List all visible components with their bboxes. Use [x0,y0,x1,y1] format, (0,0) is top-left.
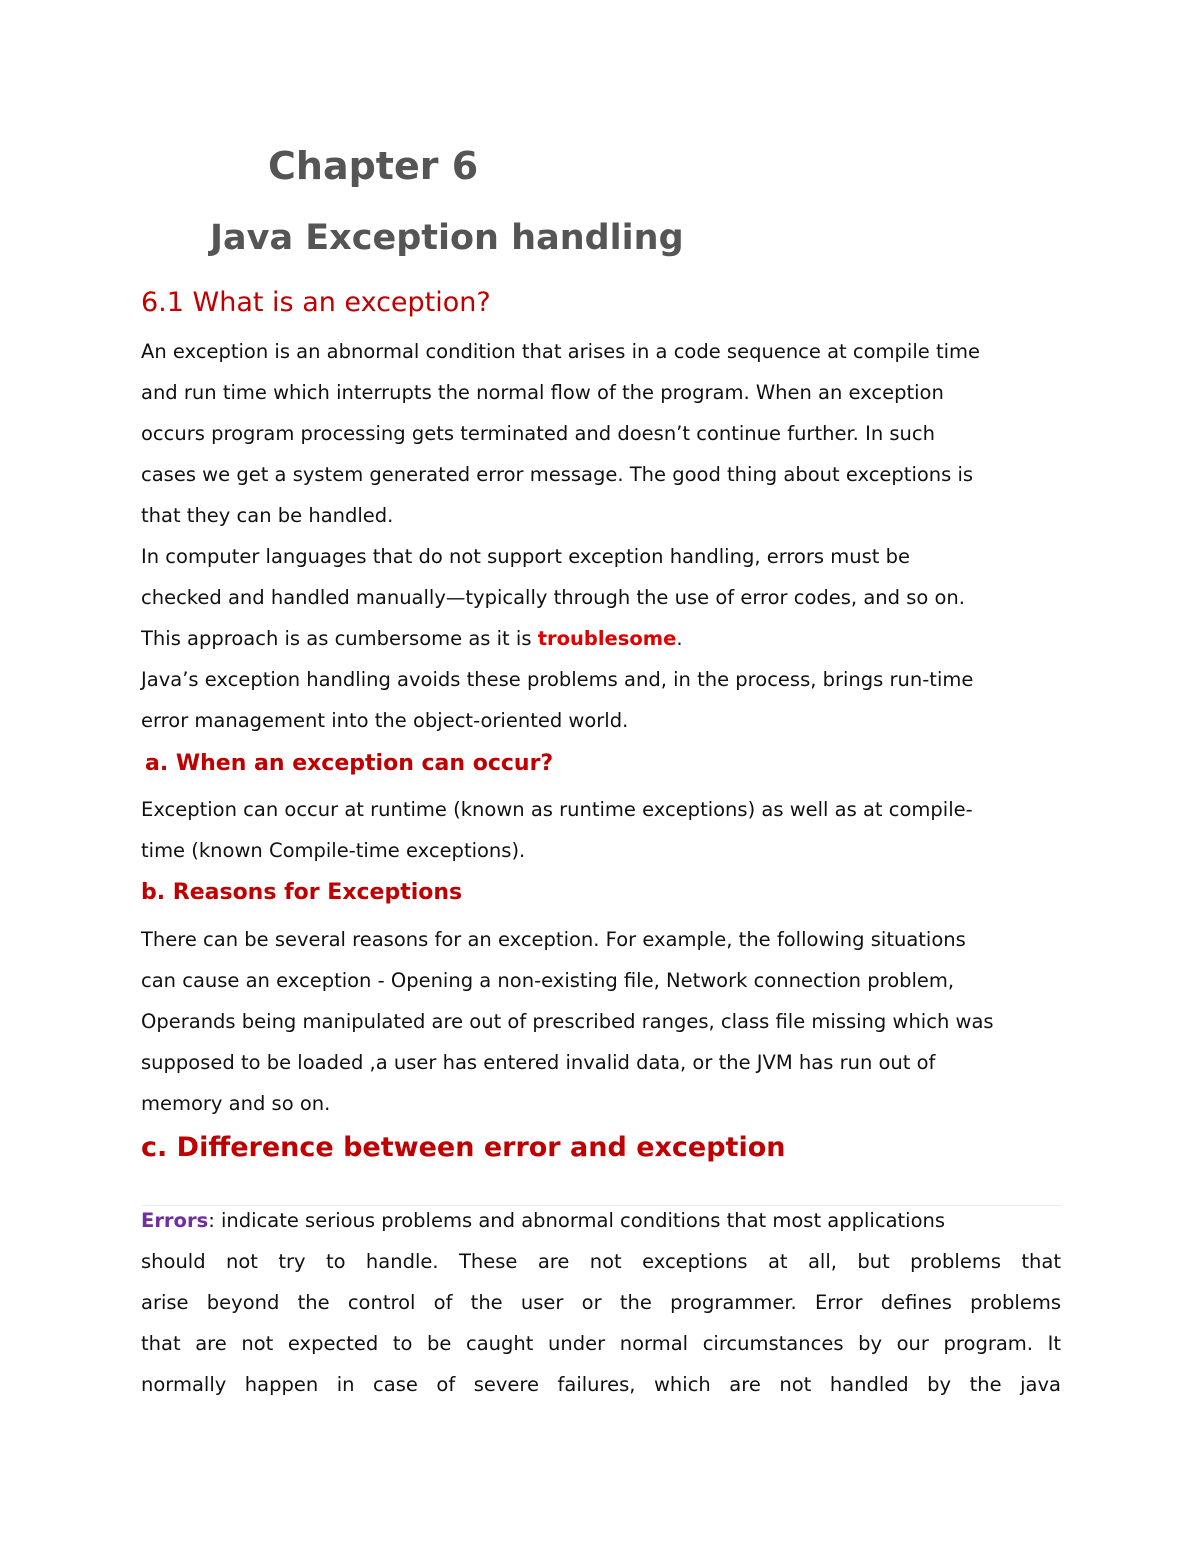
section-6-1-paragraph-3 [141,659,1061,741]
section-6-1-paragraph-2 [141,536,1061,659]
text-line: checked and handled manually—typically through the use of error codes, and so on. [141,586,965,609]
text-line: An exception is an abnormal condition that arises in a code sequence at compile time [141,340,981,363]
text-line: In computer languages that do not support exception handling, errors must be [141,545,911,568]
section-b-paragraph [141,919,1061,1124]
text-line: Exception can occur at runtime (known as runtime exceptions) as well as at compile- [141,798,973,821]
text-line: occurs program processing gets terminated and doesn’t continue further. In such [141,422,935,445]
text-line: Java’s exception handling avoids these problems and, in the process, brings run-time [141,668,974,691]
text-line: memory and so on. [141,1092,331,1115]
chapter-number: Chapter 6 [268,144,479,188]
text-line: can cause an exception - Opening a non-existing file, Network connection problem, [141,969,955,992]
text-line: that are not expected to be caught under normal circumstances by our program. It [141,1332,1061,1355]
section-c-errors-paragraph [141,1200,1061,1405]
section-6-1-heading: 6.1 What is an exception? [141,287,491,318]
text-line: supposed to be loaded ,a user has entered invalid data, or the JVM has run out of [141,1051,936,1074]
section-6-1-paragraph-1 [141,331,1061,536]
section-a-paragraph [141,789,1061,871]
text-line: Operands being manipulated are out of prescribed ranges, class file missing which was [141,1010,994,1033]
text-line: that they can be handled. [141,504,394,527]
errors-term: Errors [141,1209,209,1232]
highlight-troublesome: troublesome [537,627,677,650]
text-line: time (known Compile-time exceptions). [141,839,526,862]
text-fragment: : indicate serious problems and abnormal conditions that most applications [208,1209,946,1232]
text-line: error management into the object-oriented world. [141,709,629,732]
text-line: normally happen in case of severe failures, which are not handled by the java [141,1373,1061,1396]
text-fragment: This approach is as cumbersome as it is [141,627,538,650]
text-line: and run time which interrupts the normal flow of the program. When an exception [141,381,944,404]
text-line [141,1200,1061,1241]
section-c-heading: c. Difference between error and exception [141,1132,786,1163]
text-line [141,618,1061,659]
text-line: arise beyond the control of the user or the programmer. Error defines problems [141,1291,1061,1314]
section-b-heading: b. Reasons for Exceptions [141,880,463,905]
text-line: should not try to handle. These are not exceptions at all, but problems that [141,1250,1061,1273]
section-a-heading: a. When an exception can occur? [145,751,554,776]
text-line: There can be several reasons for an exception. For example, the following situations [141,928,966,951]
text-fragment: . [676,627,683,650]
text-line: cases we get a system generated error message. The good thing about exceptions is [141,463,974,486]
chapter-title: Java Exception handling [210,218,684,258]
